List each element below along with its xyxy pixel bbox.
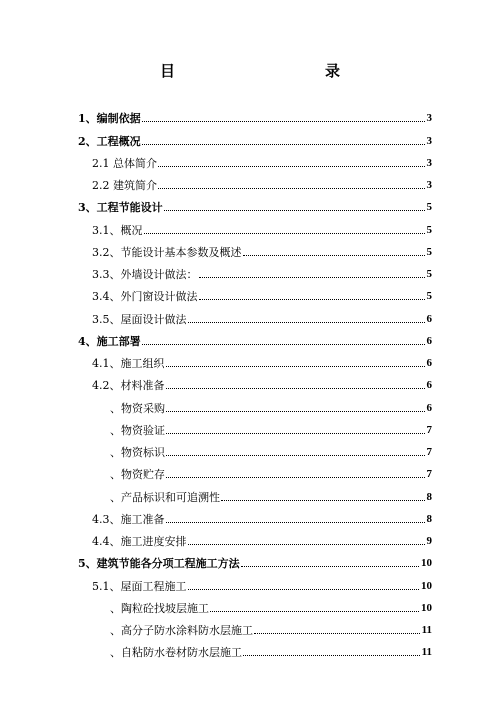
toc-entry-page-number: 3 [426, 156, 432, 169]
toc-entry-page-number: 10 [421, 557, 432, 570]
toc-entry-label: 3、工程节能设计 [78, 201, 163, 215]
toc-entry-page-number: 5 [426, 290, 432, 303]
toc-dot-leader [243, 655, 420, 656]
toc-entry-label: 3.4、外门窗设计做法 [92, 290, 198, 304]
toc-entry[interactable] [0, 570, 500, 592]
toc-entry[interactable] [0, 504, 500, 526]
toc-dot-leader [188, 589, 420, 590]
toc-entry[interactable] [0, 370, 500, 392]
toc-entry-label: 3.2、节能设计基本参数及概述 [92, 245, 242, 259]
toc-entry-page-number: 10 [421, 601, 432, 614]
toc-dot-leader [142, 344, 425, 345]
toc-entry-page-number: 11 [421, 624, 432, 636]
toc-dot-leader [166, 477, 425, 478]
toc-dot-leader [243, 255, 425, 256]
toc-entry[interactable] [0, 348, 500, 370]
toc-entry-page-number: 3 [426, 112, 432, 125]
toc-entry-label: 、产品标识和可追溯性 [110, 490, 220, 504]
toc-entry-label: 、物资贮存 [110, 468, 165, 482]
toc-dot-leader [254, 633, 420, 634]
toc-entry[interactable] [0, 593, 500, 615]
toc-entry-label: 4.4、施工进度安排 [92, 535, 187, 548]
toc-dot-leader [199, 277, 425, 278]
toc-entry-label: 1、编制依据 [78, 112, 141, 126]
toc-entry[interactable] [0, 303, 500, 325]
toc-dot-leader [166, 433, 425, 434]
toc-entry-label: 2、工程概况 [78, 134, 141, 148]
toc-entry-page-number: 5 [426, 268, 432, 280]
toc-entry-label: 3.3、外墙设计做法： [92, 268, 198, 281]
toc-entry-page-number: 6 [426, 312, 432, 325]
toc-entry[interactable] [0, 615, 500, 637]
toc-dot-leader [210, 611, 419, 612]
toc-entry-label: 3.1、概况 [92, 223, 143, 237]
toc-entry[interactable] [0, 392, 500, 414]
toc-dot-leader [166, 366, 425, 367]
toc-entry-page-number: 3 [426, 179, 432, 191]
toc-entry-label: 2.2 建筑简介 [92, 179, 157, 192]
toc-entry-page-number: 6 [426, 357, 432, 369]
toc-entry[interactable] [0, 326, 500, 348]
toc-entry-label: 、物资验证 [110, 423, 165, 437]
toc-dot-leader [164, 210, 425, 211]
toc-entry-label: 、高分子防水涂料防水层施工 [110, 624, 253, 637]
toc-entry-label: 4.3、施工准备 [92, 512, 165, 526]
toc-entry-label: 2.1 总体简介 [92, 156, 157, 170]
toc-entry-page-number: 10 [421, 579, 432, 592]
toc-entry-page-number: 6 [426, 334, 432, 347]
toc-entry-page-number: 5 [426, 245, 432, 258]
toc-dot-leader [158, 166, 425, 167]
toc-entry[interactable] [0, 459, 500, 481]
toc-entry-page-number: 11 [421, 646, 432, 659]
toc-entry-label: 4、施工部署 [78, 334, 141, 348]
toc-entry-page-number: 5 [426, 201, 432, 214]
toc-dot-leader [188, 544, 425, 545]
toc-entry-page-number: 8 [426, 512, 432, 525]
toc-dot-leader [188, 322, 425, 323]
toc-entry[interactable] [0, 548, 500, 570]
toc-entry[interactable] [0, 481, 500, 503]
toc-entry-label: 5、建筑节能各分项工程施工方法 [78, 557, 240, 571]
toc-entry-label: 4.2、材料准备 [92, 379, 165, 393]
toc-dot-leader [166, 411, 425, 412]
toc-entry-page-number: 7 [426, 423, 432, 436]
toc-entry-page-number: 8 [426, 490, 432, 503]
toc-entry[interactable] [0, 214, 500, 236]
toc-dot-leader [166, 455, 425, 456]
toc-dot-leader [142, 121, 425, 122]
toc-dot-leader [221, 500, 425, 501]
toc-entry-page-number: 5 [426, 223, 432, 236]
toc-dot-leader [166, 522, 425, 523]
toc-entry[interactable] [0, 125, 500, 147]
toc-entry-page-number: 3 [426, 134, 432, 147]
toc-entry[interactable] [0, 148, 500, 170]
toc-entry-label: 、物资采购 [110, 401, 165, 415]
toc-entry-label: 、自粘防水卷材防水层施工 [110, 646, 242, 660]
toc-title: 目 录 [159, 62, 380, 80]
toc-dot-leader [158, 188, 425, 189]
toc-entry[interactable] [0, 259, 500, 281]
toc-list [0, 103, 500, 659]
toc-entry[interactable] [0, 103, 500, 125]
toc-entry-page-number: 9 [426, 535, 432, 547]
toc-entry[interactable] [0, 281, 500, 303]
toc-entry-page-number: 7 [426, 468, 432, 481]
toc-entry-label: 、陶粒砼找坡层施工 [110, 601, 209, 615]
toc-entry-label: 3.5、屋面设计做法 [92, 312, 187, 326]
toc-dot-leader [199, 299, 425, 300]
toc-entry-label: 4.1、施工组织 [92, 357, 165, 370]
toc-entry-label: 5.1、屋面工程施工 [92, 579, 187, 593]
toc-entry[interactable] [0, 637, 500, 659]
toc-entry[interactable] [0, 415, 500, 437]
toc-dot-leader [142, 144, 425, 145]
toc-entry-page-number: 6 [426, 379, 432, 392]
toc-dot-leader [144, 233, 425, 234]
toc-dot-leader [166, 388, 425, 389]
toc-entry-page-number: 6 [426, 401, 432, 414]
toc-entry[interactable] [0, 437, 500, 459]
toc-entry[interactable] [0, 170, 500, 192]
toc-entry[interactable] [0, 526, 500, 548]
toc-entry-page-number: 7 [426, 446, 432, 458]
toc-entry[interactable] [0, 237, 500, 259]
toc-entry[interactable] [0, 192, 500, 214]
toc-entry-label: 、物资标识 [110, 446, 165, 459]
toc-dot-leader [241, 566, 419, 567]
